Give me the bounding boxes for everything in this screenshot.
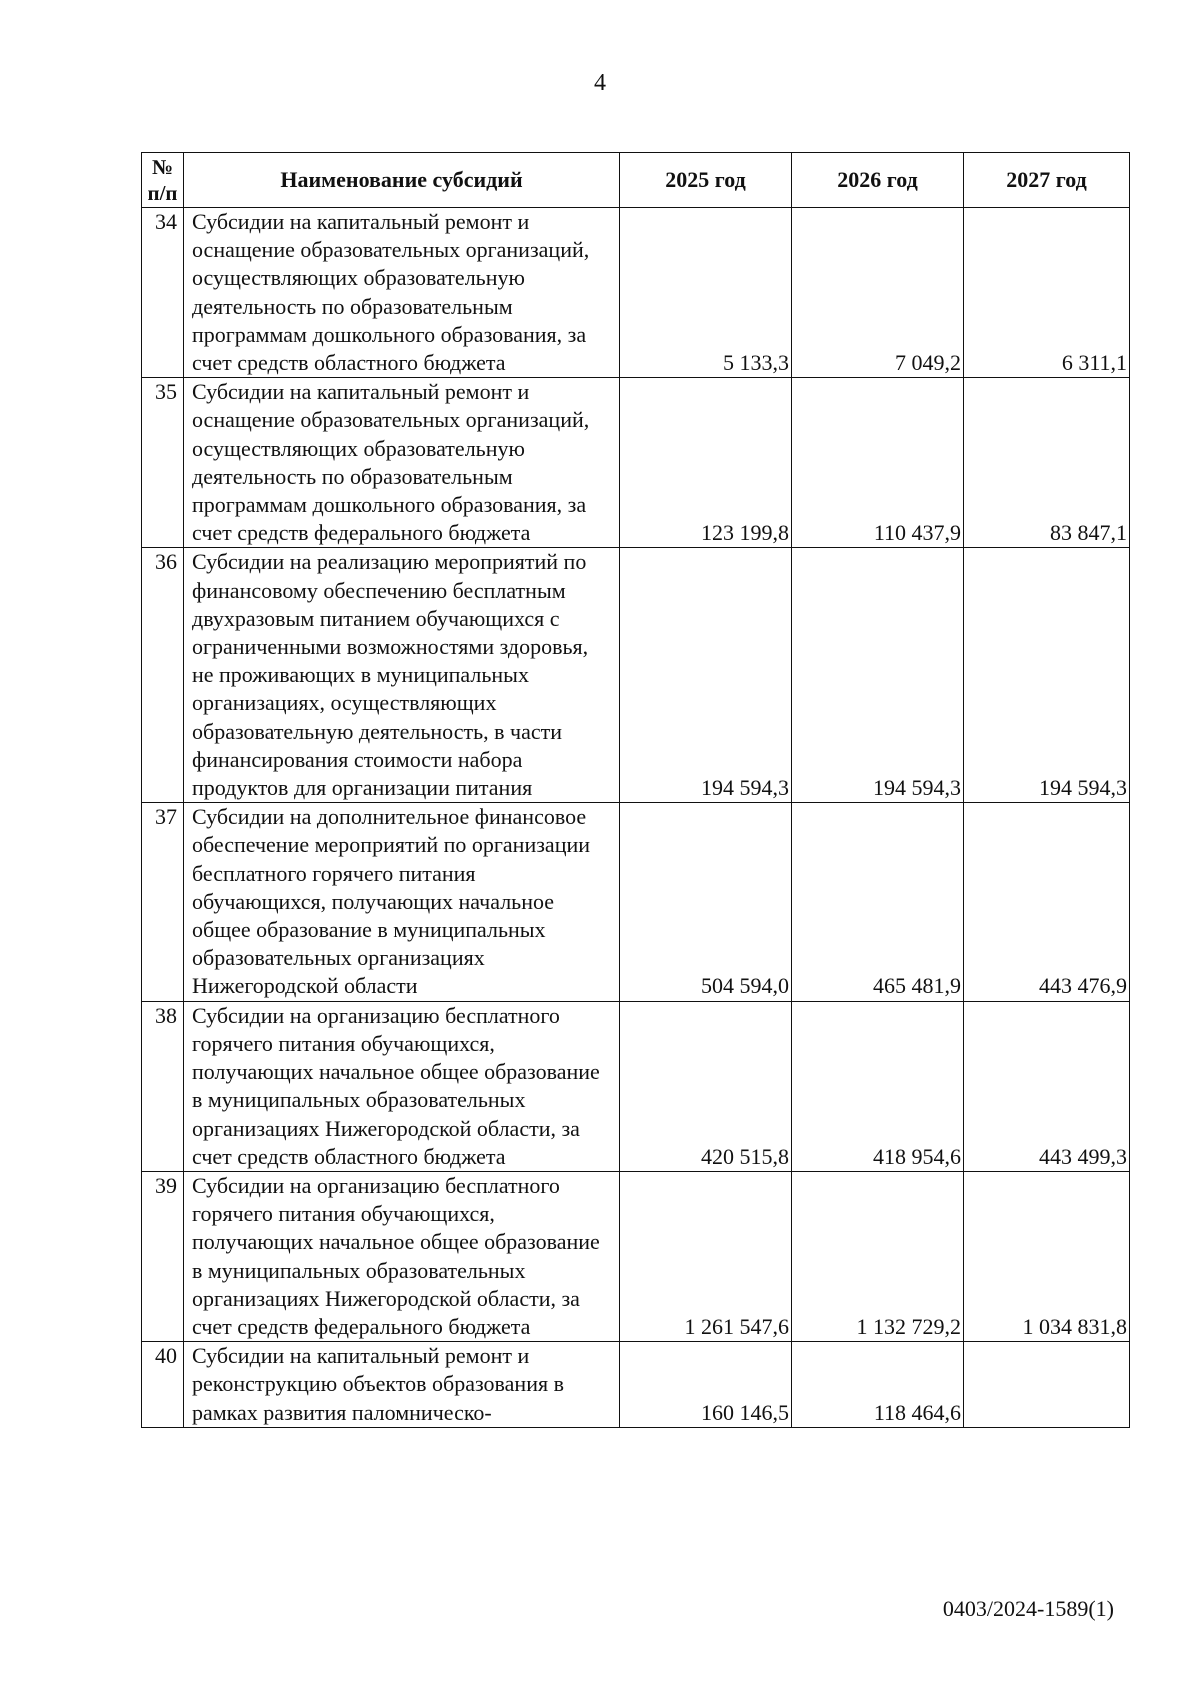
row-value-2025: 504 594,0 [620,803,792,1001]
header-2027: 2027 год [964,153,1130,208]
table-row [142,1342,1130,1428]
row-number: 37 [142,803,184,1001]
table-row [142,803,1130,1001]
row-value-2025: 123 199,8 [620,378,792,548]
row-value-2025: 1 261 547,6 [620,1171,792,1341]
document-code: 0403/2024-1589(1) [942,1596,1114,1621]
row-value-2025: 5 133,3 [620,208,792,378]
row-value-2027: 443 476,9 [964,803,1130,1001]
table-row [142,378,1130,548]
row-value-2026: 418 954,6 [792,1001,964,1171]
row-value-2027: 194 594,3 [964,548,1130,803]
row-value-2027 [964,1342,1130,1428]
row-number: 35 [142,378,184,548]
row-value-2025: 160 146,5 [620,1342,792,1428]
row-number: 40 [142,1342,184,1428]
table-row [142,1171,1130,1341]
row-value-2026: 194 594,3 [792,548,964,803]
row-name: Субсидии на капитальный ремонт и оснащение образовательных организаций, осуществляющих образовательную деятельность по образовательным программам дошкольного образования, за счет средств областного бюджета [184,208,620,378]
row-name: Субсидии на дополнительное финансовое обеспечение мероприятий по организации бесплатного горячего питания обучающихся, получающих начальное общее образование в муниципальных образовательных организациях Нижегородской области [184,803,620,1001]
row-value-2027: 83 847,1 [964,378,1130,548]
header-2026: 2026 год [792,153,964,208]
table-header-row [142,153,1130,208]
row-value-2027: 443 499,3 [964,1001,1130,1171]
row-name: Субсидии на капитальный ремонт и оснащение образовательных организаций, осуществляющих образовательную деятельность по образовательным программам дошкольного образования, за счет средств федерального бюджета [184,378,620,548]
row-name: Субсидии на реализацию мероприятий по финансовому обеспечению бесплатным двухразовым питанием обучающихся с ограниченными возможностями здоровья, не проживающих в муниципальных организациях, осуществляющих образовательную деятельность, в части финансирования стоимости набора продуктов для организации питания [184,548,620,803]
row-value-2027: 1 034 831,8 [964,1171,1130,1341]
row-name: Субсидии на организацию бесплатного горячего питания обучающихся, получающих начальное общее образование в муниципальных образовательных организациях Нижегородской области, за счет средств областного бюджета [184,1001,620,1171]
row-value-2026: 465 481,9 [792,803,964,1001]
row-value-2026: 1 132 729,2 [792,1171,964,1341]
row-name: Субсидии на организацию бесплатного горячего питания обучающихся, получающих начальное общее образование в муниципальных образовательных организациях Нижегородской области, за счет средств федерального бюджета [184,1171,620,1341]
table-row [142,1001,1130,1171]
page-number: 4 [594,70,606,96]
row-value-2025: 194 594,3 [620,548,792,803]
row-value-2026: 118 464,6 [792,1342,964,1428]
subsidies-table [141,152,1130,1428]
table-row [142,208,1130,378]
header-2025: 2025 год [620,153,792,208]
header-name: Наименование субсидий [184,153,620,208]
row-number: 38 [142,1001,184,1171]
row-number: 34 [142,208,184,378]
header-num: № п/п [142,153,184,208]
row-value-2026: 7 049,2 [792,208,964,378]
row-number: 39 [142,1171,184,1341]
row-value-2025: 420 515,8 [620,1001,792,1171]
row-value-2026: 110 437,9 [792,378,964,548]
row-number: 36 [142,548,184,803]
row-name: Субсидии на капитальный ремонт и реконструкцию объектов образования в рамках развития паломническо- [184,1342,620,1428]
table-row [142,548,1130,803]
row-value-2027: 6 311,1 [964,208,1130,378]
